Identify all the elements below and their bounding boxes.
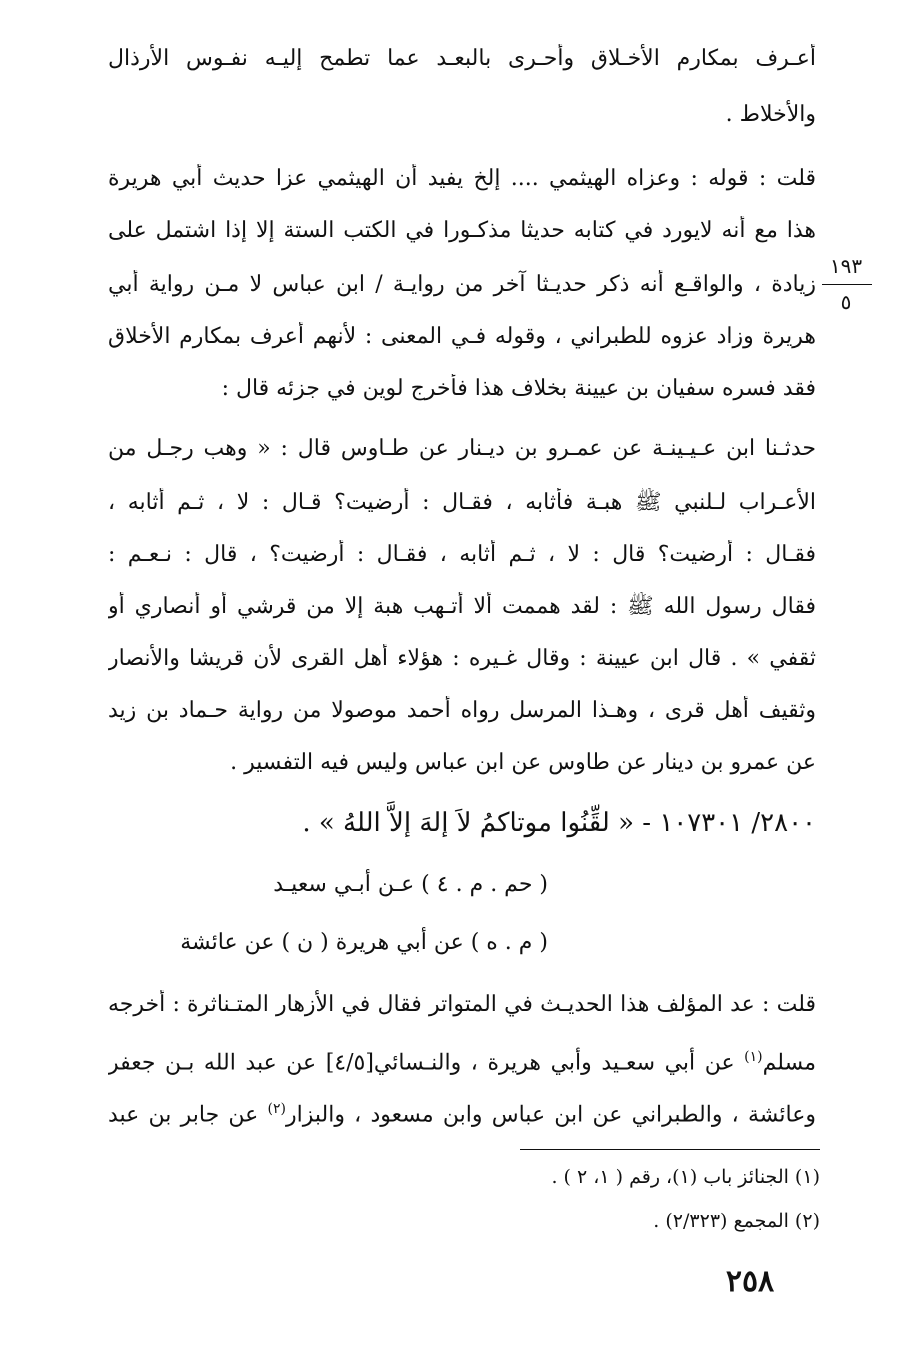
margin-page-ref: ١٩٣	[829, 254, 863, 278]
text-run: عن جابر بن عبد	[108, 1102, 268, 1128]
body-line: الأعـراب لـلنبي ﷺ هبـة فأثابه ، فقـال : أرضيت؟ قـال : لا ، ثـم أثابه ،	[108, 490, 816, 515]
footnote: (٢) المجمع (٢/٣٢٣) .	[653, 1210, 820, 1232]
body-line: ثقفي » . قال ابن عيينة : وقال غـيره : هؤلاء أهل القرى لأن قريشا والأنصار	[108, 646, 816, 671]
footnote-marker: (٢)	[267, 1101, 286, 1117]
body-line: هذا مع أنه لايورد في كتابه حديثا مذكـورا في الكتب الستة إلا إذا اشتمل على	[108, 218, 816, 243]
body-line: عن عمرو بن دينار عن طاوس عن ابن عباس وليس فيه التفسير .	[230, 750, 816, 775]
body-line: أعـرف بمكارم الأخـلاق وأحـرى بالبعـد عما تطمح إليـه نفـوس الأرذال	[108, 46, 816, 71]
text-run: مسلم	[762, 1050, 816, 1076]
footnote-separator	[520, 1149, 820, 1150]
body-line: فقال رسول الله ﷺ : لقد هممت ألا أتـهب هبة إلا من قرشي أو أنصاري أو	[108, 594, 816, 619]
margin-line-ref: ٥	[840, 290, 852, 314]
footnote-marker: (١)	[744, 1049, 763, 1065]
page-number: ٢٥٨	[725, 1264, 775, 1299]
body-line: هريرة وزاد عزوه للطبراني ، وقوله فـي المعنى : لأنهم أعرف بمكارم الأخلاق	[108, 324, 816, 349]
body-line: قلت : قوله : وعزاه الهيثمي .... إلخ يفيد أن الهيثمي عزا حديث أبي هريرة	[108, 166, 816, 191]
body-line: زيادة ، والواقـع أنه ذكر حديـثا آخر من روايـة / ابن عباس لا مـن رواية أبي	[108, 272, 816, 297]
hadith-reference: ( حم . م . ٤ ) عـن أبـي سعيـد	[273, 872, 548, 897]
text-run: عن أبي سعـيد وأبي هريرة ، والنـسائي[٤/٥] عن عبد الله بـن جعفر	[108, 1050, 745, 1076]
text-run: وعائشة ، والطبراني عن ابن عباس وابن مسعود ، والبزار	[286, 1102, 816, 1128]
body-line: فقد فسره سفيان بن عيينة بخلاف هذا فأخرج لوين في جزئه قال :	[221, 376, 816, 401]
hadith-heading: ٢٨٠٠/ ١٠٧٣٠١ - « لقِّنُوا موتاكمُ لاَ إلهَ إلاَّ اللهُ » .	[302, 808, 816, 838]
margin-rule	[822, 284, 872, 285]
footnote: (١) الجنائز باب (١)، رقم ( ١، ٢ ) .	[551, 1166, 820, 1188]
body-line: حدثـنا ابن عـيـينـة عن عمـرو بن ديـنار عن طـاوس قال : « وهب رجـل من	[108, 436, 816, 461]
body-line: قلت : عد المؤلف هذا الحديـث في المتواتر فقال في الأزهار المتـناثرة : أخرجه	[108, 992, 816, 1017]
body-line: والأخلاط .	[725, 102, 816, 127]
body-line	[108, 1094, 816, 1130]
body-line: فقـال : أرضيت؟ قال : لا ، ثـم أثابه ، فقـال : أرضيت؟ ، قال : نـعـم :	[108, 542, 816, 567]
body-line	[108, 1042, 816, 1078]
hadith-reference: ( م . ه ) عن أبي هريرة ( ن ) عن عائشة	[180, 930, 548, 955]
body-line: وثقيف أهل قرى ، وهـذا المرسل رواه أحمد موصولا من رواية حـماد بن زيد	[108, 698, 816, 723]
